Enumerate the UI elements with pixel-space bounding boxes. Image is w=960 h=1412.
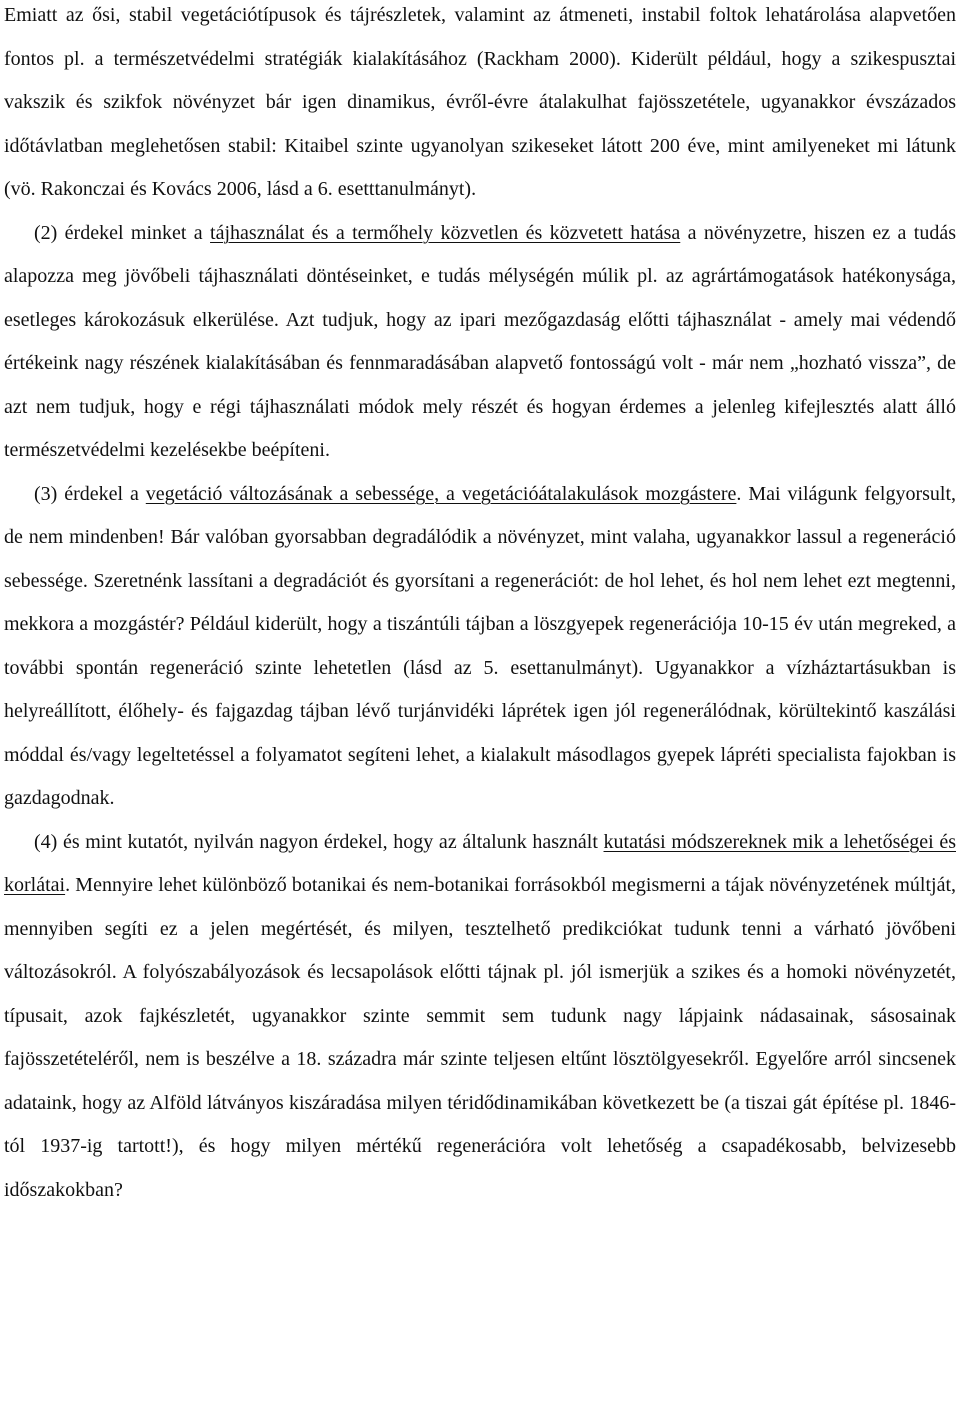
paragraph-3-lead: (3) érdekel a	[34, 482, 146, 505]
paragraph-2-lead: (2) érdekel minket a	[34, 221, 211, 244]
paragraph-2	[4, 212, 956, 473]
paragraph-4-underlined-phrase: kutatási módszereknek mik a lehetőségei és korlátai	[4, 830, 956, 896]
paragraph-3	[4, 473, 956, 821]
paragraph-2-body: a növényzetre, hiszen ez a tudás alapozza meg jövőbeli tájhasználati döntéseinket, e tudás mélységén múlik pl. az agrártámogatások hatékonysága, esetleges károkozásuk elkerülése. Azt tudjuk, hogy az ipari mezőgazdaság előtti tájhasználat - amely mai védendő értékeink nagy részének kialakításában és fennmaradásában alapvető fontosságú volt - már nem „hozható vissza”, de azt nem tudjuk, hogy e régi tájhasználati módok mely részét és hogyan érdemes a jelenleg kifejlesztés alatt álló természetvédelmi kezelésekbe beépíteni.	[4, 221, 956, 461]
paragraph-1-text: Emiatt az ősi, stabil vegetációtípusok és tájrészletek, valamint az átmeneti, instabil foltok lehatárolása alapvetően fontos pl. a természetvédelmi stratégiák kialakításához (Rackham 2000). Kiderült például, hogy a szikespusztai vakszik és szikfok növényzet bár igen dinamikus, évről-évre átalakulhat fajösszetétele, ugyanakkor évszázados időtávlatban meglehetősen stabil: Kitaibel szinte ugyanolyan szikeseket látott 200 éve, mint amilyeneket mi látunk (vö. Rakonczai és Kovács 2006, lásd a 6. esetttanulmányt).	[4, 4, 956, 200]
paragraph-4	[4, 821, 956, 1213]
paragraph-3-body: . Mai világunk felgyorsult, de nem mindenben! Bár valóban gyorsabban degradálódik a növényzet, mint valaha, ugyanakkor lassul a regeneráció sebessége. Szeretnénk lassítani a degradációt és gyorsítani a regenerációt: de hol lehet, és hol nem lehet ezt megtenni, mekkora a mozgástér? Például kiderült, hogy a tiszántúli tájban a löszgyepek regenerációja 10-15 év után megreked, a további spontán regeneráció szinte lehetetlen (lásd az 5. esettanulmányt). Ugyanakkor a vízháztartásukban is helyreállított, élőhely- és fajgazdag tájban lévő turjánvidéki láprétek igen jól regenerálódnak, körültekintő kaszálási móddal és/vagy legeltetéssel a folyamatot segíteni lehet, a kialakult másodlagos gyepek lápréti specialista fajokban is gazdagodnak.	[4, 482, 956, 809]
paragraph-4-body: . Mennyire lehet különböző botanikai és nem-botanikai forrásokból megismerni a tájak növényzetének múltját, mennyiben segíti ez a jelen megértését, és milyen, tesztelhető predikciókat tudunk tenni a várható jövőbeni változásokról. A folyószabályozások és lecsapolások előtti tájnak pl. jól ismerjük a szikes és a homoki növényzetét, típusait, azok fajkészletét, ugyanakkor szinte semmit sem tudunk nagy lápjaink nádasainak, sásosainak fajösszetételéről, nem is beszélve a 18. századra már szinte teljesen eltűnt lösztölgyesekről. Egyelőre arról sincsenek adataink, hogy az Alföld látványos kiszáradása milyen téridődinamikában következett be (a tiszai gát építése pl. 1846-tól 1937-ig tartott!), és hogy milyen mértékű regenerációra volt lehetőség a csapadékosabb, belvizesebb időszakokban?	[4, 874, 956, 1201]
paragraph-4-lead: (4) és mint kutatót, nyilván nagyon érdekel, hogy az általunk használt	[34, 830, 604, 853]
paragraph-2-underlined-phrase: tájhasználat és a termőhely közvetlen és közvetett hatása	[210, 221, 681, 244]
paragraph-3-underlined-phrase: vegetáció változásának a sebessége, a vegetációátalakulások mozgástere	[145, 482, 737, 505]
paragraph-1	[4, 0, 956, 212]
